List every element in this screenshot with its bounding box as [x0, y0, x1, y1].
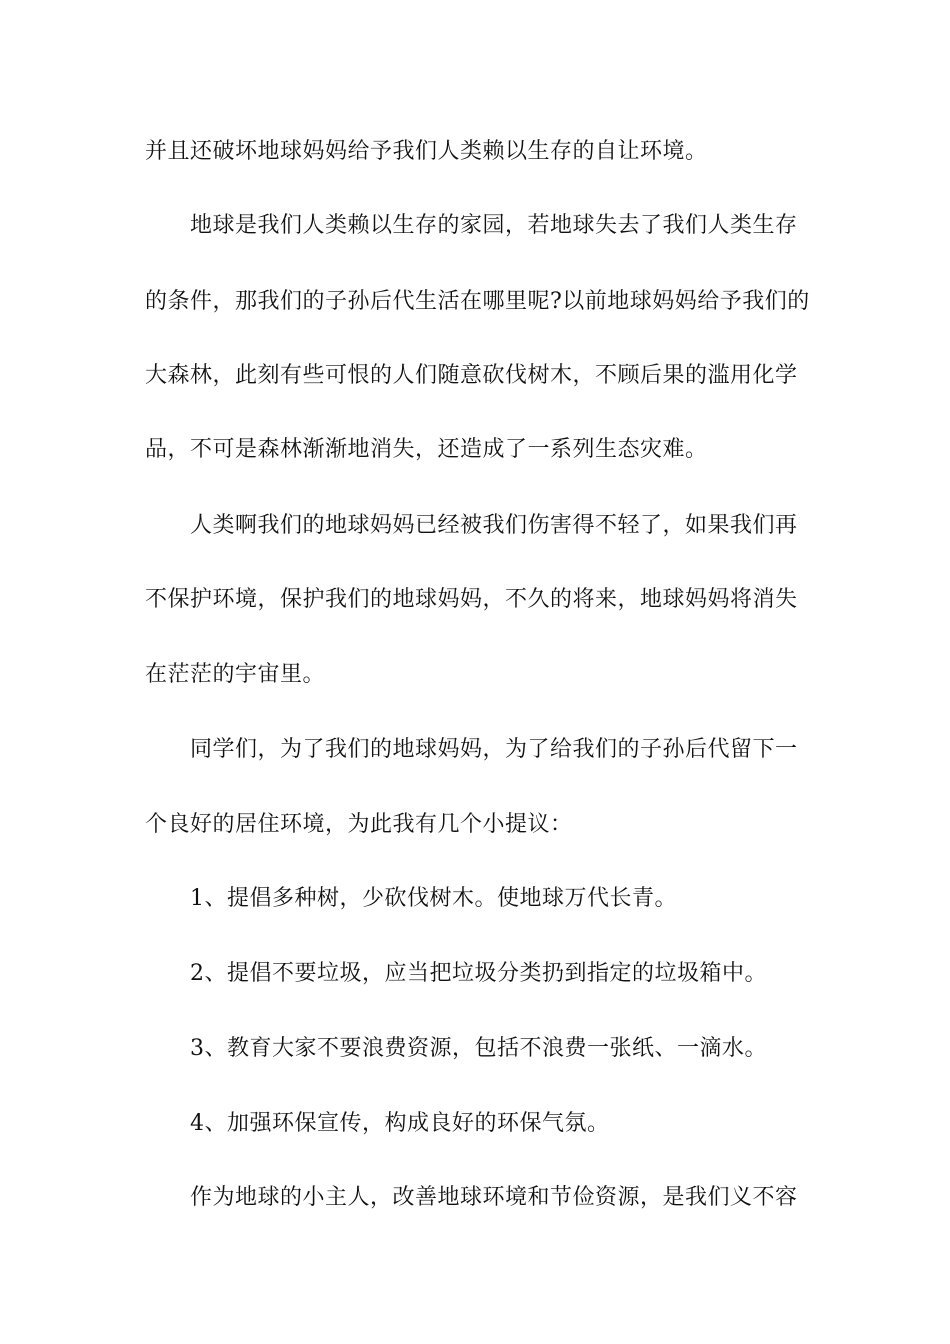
text-line-12: 2、提倡不要垃圾，应当把垃圾分类扔到指定的垃圾箱中。: [190, 961, 767, 986]
text-line-2: 地球是我们人类赖以生存的家园，若地球失去了我们人类生存: [190, 213, 798, 238]
text-line-8: 在茫茫的宇宙里。: [145, 662, 326, 687]
text-line-9: 同学们，为了我们的地球妈妈，为了给我们的子孙后代留下一: [190, 737, 798, 762]
text-line-11: 1、提倡多种树，少砍伐树木。使地球万代长青。: [190, 886, 677, 911]
text-line-14: 4、加强环保宣传，构成良好的环保气氛。: [190, 1111, 610, 1136]
text-line-4: 大森林，此刻有些可恨的人们随意砍伐树木，不顾后果的滥用化学: [145, 363, 798, 388]
text-line-10: 个良好的居住环境，为此我有几个小提议：: [145, 812, 573, 837]
text-line-13: 3、教育大家不要浪费资源，包括不浪费一张纸、一滴水。: [190, 1036, 767, 1061]
text-line-7: 不保护环境，保护我们的地球妈妈，不久的将来，地球妈妈将消失: [145, 587, 798, 612]
text-line-5: 品，不可是森林渐渐地消失，还造成了一系列生态灾难。: [145, 437, 708, 462]
text-line-3: 的条件，那我们的子孙后代生活在哪里呢?以前地球妈妈给予我们的: [145, 289, 810, 314]
text-line-6: 人类啊我们的地球妈妈已经被我们伤害得不轻了，如果我们再: [190, 513, 798, 538]
text-line-15: 作为地球的小主人，改善地球环境和节俭资源，是我们义不容: [190, 1185, 798, 1210]
text-line-1: 并且还破坏地球妈妈给予我们人类赖以生存的自让环境。: [145, 139, 708, 164]
